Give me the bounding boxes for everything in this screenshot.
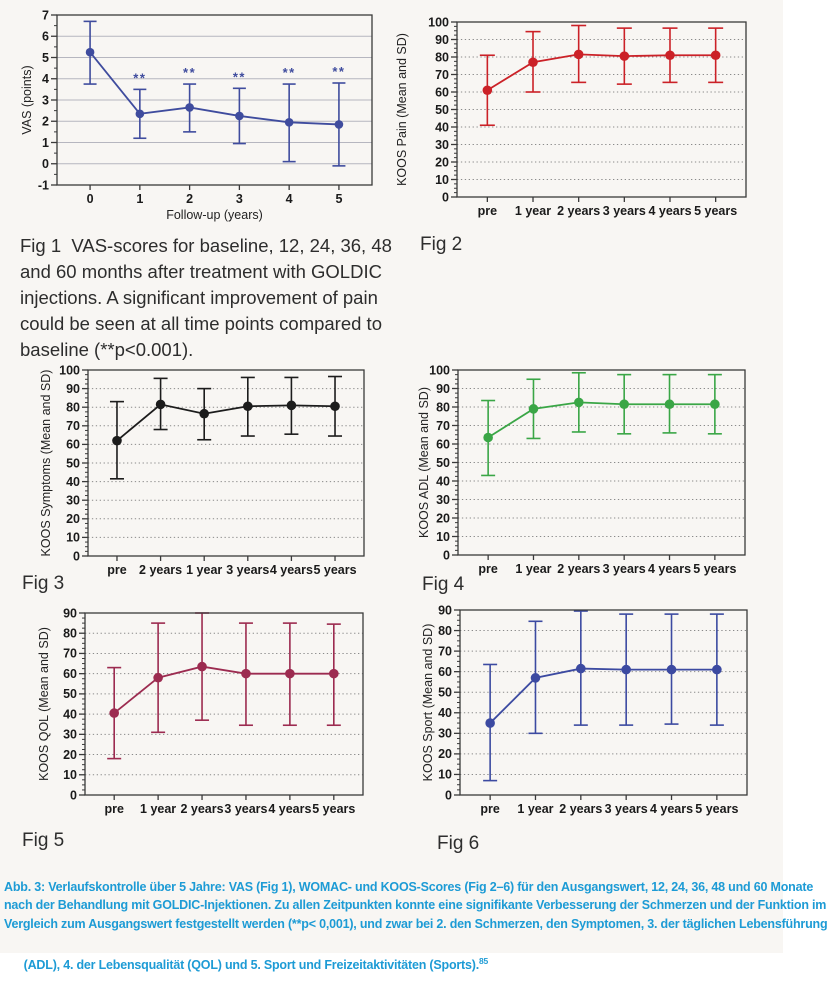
svg-text:1 year: 1 year <box>515 562 552 576</box>
fig6-label: Fig 6 <box>437 833 480 854</box>
svg-text:2 years: 2 years <box>557 562 601 576</box>
svg-text:5: 5 <box>42 50 49 65</box>
svg-text:30: 30 <box>436 492 450 507</box>
svg-text:3 years: 3 years <box>602 204 646 218</box>
svg-text:0: 0 <box>445 788 452 803</box>
svg-text:1 year: 1 year <box>517 802 554 816</box>
fig4-koos-adl-chart <box>390 358 770 586</box>
svg-text:VAS (points): VAS (points) <box>20 65 34 135</box>
svg-text:10: 10 <box>66 530 80 545</box>
svg-text:50: 50 <box>63 687 77 702</box>
svg-text:**: ** <box>232 69 246 85</box>
svg-text:0: 0 <box>86 192 94 206</box>
abb3-caption-text: (ADL), 4. der Lebensqualität (QOL) und 5. Sport und Freizeitaktivitäten (Sports). <box>23 957 479 972</box>
svg-text:80: 80 <box>66 400 80 415</box>
svg-text:90: 90 <box>63 606 77 621</box>
svg-text:50: 50 <box>435 102 449 117</box>
svg-text:20: 20 <box>436 511 450 526</box>
svg-text:60: 60 <box>438 664 452 679</box>
svg-text:30: 30 <box>66 493 80 508</box>
fig5-label: Fig 5 <box>22 830 65 851</box>
svg-text:90: 90 <box>66 381 80 396</box>
fig1-caption <box>20 233 392 363</box>
svg-text:20: 20 <box>438 747 452 762</box>
svg-text:1: 1 <box>42 135 49 150</box>
svg-text:90: 90 <box>436 381 450 396</box>
svg-text:0: 0 <box>442 190 449 205</box>
svg-text:6: 6 <box>42 29 49 44</box>
svg-text:100: 100 <box>429 363 450 378</box>
svg-text:1 year: 1 year <box>186 563 223 577</box>
fig4-label: Fig 4 <box>422 574 465 595</box>
svg-text:60: 60 <box>436 437 450 452</box>
svg-text:30: 30 <box>438 726 452 741</box>
svg-text:40: 40 <box>435 120 449 135</box>
svg-text:**: ** <box>133 70 147 86</box>
svg-text:**: ** <box>183 65 197 81</box>
svg-text:5 years: 5 years <box>694 204 738 218</box>
svg-text:2: 2 <box>42 114 49 129</box>
svg-text:50: 50 <box>66 456 80 471</box>
svg-text:70: 70 <box>436 418 450 433</box>
svg-text:5 years: 5 years <box>312 802 356 816</box>
svg-text:50: 50 <box>436 455 450 470</box>
svg-text:20: 20 <box>435 155 449 170</box>
svg-text:3 years: 3 years <box>224 802 268 816</box>
fig5-koos-qol-chart <box>0 600 380 830</box>
svg-text:Follow-up (years): Follow-up (years) <box>166 208 263 222</box>
svg-text:2 years: 2 years <box>559 802 603 816</box>
svg-text:10: 10 <box>435 172 449 187</box>
svg-text:1 year: 1 year <box>140 802 177 816</box>
svg-text:20: 20 <box>63 747 77 762</box>
svg-text:30: 30 <box>435 137 449 152</box>
fig1-caption-line: baseline (**p<0.001). <box>20 339 194 360</box>
svg-text:0: 0 <box>73 549 80 564</box>
svg-text:pre: pre <box>480 802 500 816</box>
abb3-caption-line <box>4 933 782 992</box>
svg-text:-1: -1 <box>37 178 49 193</box>
svg-text:70: 70 <box>63 646 77 661</box>
abb3-caption-line: Vergleich zum Ausgangswert festgestellt werden (**p< 0,001), und zwar bei 2. den Schmerzen, den Symptomen, 3. der täglichen Lebensführung <box>4 916 827 931</box>
footnote-reference: 85 <box>479 955 489 966</box>
fig1-caption-line: injections. A significant improvement of pain <box>20 287 378 308</box>
svg-text:90: 90 <box>435 32 449 47</box>
svg-text:2 years: 2 years <box>139 563 183 577</box>
svg-text:1: 1 <box>136 192 144 206</box>
svg-text:100: 100 <box>59 363 80 378</box>
svg-text:80: 80 <box>435 50 449 65</box>
svg-text:KOOS Symptoms (Mean and SD): KOOS Symptoms (Mean and SD) <box>39 369 53 557</box>
svg-text:7: 7 <box>42 8 49 23</box>
svg-text:60: 60 <box>66 437 80 452</box>
fig6-koos-sport-chart <box>390 600 770 830</box>
abb3-caption <box>4 878 827 993</box>
svg-text:60: 60 <box>63 666 77 681</box>
svg-text:4: 4 <box>285 192 293 206</box>
svg-text:90: 90 <box>438 603 452 618</box>
svg-text:3: 3 <box>42 93 49 108</box>
svg-text:1 year: 1 year <box>514 204 552 218</box>
svg-text:10: 10 <box>436 529 450 544</box>
abb3-caption-line: Abb. 3: Verlaufskontrolle über 5 Jahre: VAS (Fig 1), WOMAC- und KOOS-Scores (Fig 2–6) für den Ausgangswert, 12, 24, 36, 48 und 60 Monate <box>4 880 814 894</box>
svg-text:80: 80 <box>438 623 452 638</box>
svg-text:pre: pre <box>104 802 124 816</box>
svg-text:**: ** <box>282 65 296 81</box>
svg-text:KOOS Pain (Mean and SD): KOOS Pain (Mean and SD) <box>395 33 409 186</box>
svg-text:0: 0 <box>42 157 49 172</box>
svg-text:100: 100 <box>428 15 449 30</box>
svg-text:3: 3 <box>235 192 243 206</box>
fig1-caption-line: could be seen at all time points compared to <box>20 313 382 334</box>
svg-text:3 years: 3 years <box>602 562 646 576</box>
svg-text:4 years: 4 years <box>648 204 692 218</box>
svg-text:KOOS Sport (Mean and SD): KOOS Sport (Mean and SD) <box>421 623 435 782</box>
svg-text:KOOS QOL (Mean and SD): KOOS QOL (Mean and SD) <box>37 627 51 781</box>
svg-text:70: 70 <box>438 644 452 659</box>
svg-text:4 years: 4 years <box>269 563 313 577</box>
svg-text:80: 80 <box>63 626 77 641</box>
svg-text:pre: pre <box>477 204 498 218</box>
svg-text:10: 10 <box>438 767 452 782</box>
svg-text:4: 4 <box>42 72 49 87</box>
svg-text:20: 20 <box>66 512 80 527</box>
fig1-caption-line: and 60 months after treatment with GOLDIC <box>20 261 382 282</box>
svg-text:50: 50 <box>438 685 452 700</box>
svg-text:0: 0 <box>70 788 77 803</box>
svg-text:5 years: 5 years <box>693 562 737 576</box>
svg-text:pre: pre <box>478 562 498 576</box>
fig3-label: Fig 3 <box>22 573 65 594</box>
svg-text:2: 2 <box>186 192 194 206</box>
svg-text:3 years: 3 years <box>226 563 270 577</box>
svg-text:5: 5 <box>335 192 343 206</box>
svg-text:2 years: 2 years <box>557 204 601 218</box>
svg-text:3 years: 3 years <box>604 802 648 816</box>
svg-text:**: ** <box>332 64 346 79</box>
svg-text:4 years: 4 years <box>647 562 692 576</box>
svg-text:70: 70 <box>66 419 80 434</box>
fig3-koos-symptoms-chart <box>0 358 380 586</box>
svg-text:pre: pre <box>107 563 127 577</box>
fig2-koos-pain-chart <box>395 0 780 230</box>
svg-text:40: 40 <box>438 706 452 721</box>
svg-text:5 years: 5 years <box>313 563 357 577</box>
svg-text:4 years: 4 years <box>649 802 694 816</box>
fig2-label: Fig 2 <box>420 234 463 255</box>
svg-text:40: 40 <box>66 474 80 489</box>
svg-text:30: 30 <box>63 727 77 742</box>
svg-text:2 years: 2 years <box>180 802 224 816</box>
svg-text:40: 40 <box>63 707 77 722</box>
svg-text:80: 80 <box>436 400 450 415</box>
fig1-vas-chart <box>10 0 388 232</box>
svg-text:40: 40 <box>436 474 450 489</box>
svg-text:70: 70 <box>435 67 449 82</box>
svg-text:4 years: 4 years <box>268 802 312 816</box>
svg-text:60: 60 <box>435 85 449 100</box>
fig1-caption-line: Fig 1 VAS-scores for baseline, 12, 24, 36, 48 <box>20 235 392 256</box>
svg-text:5 years: 5 years <box>695 802 739 816</box>
svg-text:KOOS ADL (Mean and SD): KOOS ADL (Mean and SD) <box>417 387 431 538</box>
svg-text:10: 10 <box>63 768 77 783</box>
abb3-caption-line: nach der Behandlung mit GOLDIC-Injektionen. Zu allen Zeitpunkten konnte eine signifikante Verbesserung der Schmerzen und der Funktion im <box>4 898 827 913</box>
svg-text:0: 0 <box>443 548 450 563</box>
